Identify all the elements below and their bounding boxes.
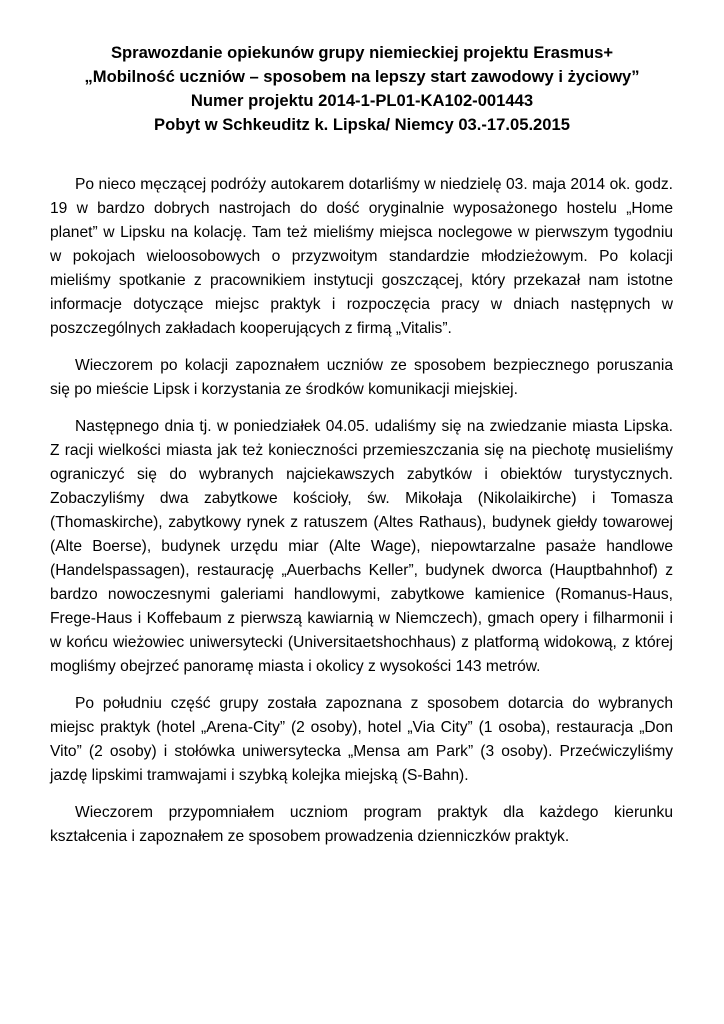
paragraph-program-review: Wieczorem przypomniałem uczniom program praktyk dla każdego kierunku kształcenia i zapoznałem ze sposobem prowadzenia dzienniczków praktyk. xyxy=(50,804,673,845)
paragraph-city-sightseeing: Następnego dnia tj. w poniedziałek 04.05. udaliśmy się na zwiedzanie miasta Lipska. Z racji wielkości miasta jak też konieczności przemieszczania się na piechotę musieliśmy ograniczyć się do wybranych najciekawszych zabytków i obiektów turystycznych. Zobaczyliśmy dwa zabytkowe kościoły, św. Mikołaja (Nikolaikirche) i Tomasza (Thomaskirche), zabytkowy rynek z ratuszem (Altes Rathaus), budynek giełdy towarowej (Alte Boerse), budynek urzędu miar (Alte Wage), niepowtarzalne pasaże handlowe (Handelspassagen), restaurację „Auerbachs Keller”, budynek dworca (Hauptbahnhof) z bardzo nowoczesnymi galeriami handlowymi, zabytkowe kamienice (Romanus-Haus, Frege-Haus i Koffebaum z pierwszą kawiarnią w Niemczech), gmach opery i filharmonii i w końcu wieżowiec uniwersytecki (Universitaetshochhaus) z platformą widokową, z której mogliśmy obejrzeć panoramę miasta i okolicy z wysokości 143 metrów. xyxy=(50,418,673,675)
title-line-stay-details: Pobyt w Schkeuditz k. Lipska/ Niemcy 03.-17.05.2015 xyxy=(154,115,570,134)
title-line-report-heading: Sprawozdanie opiekunów grupy niemieckiej projektu Erasmus+ xyxy=(110,43,614,62)
report-body xyxy=(50,173,673,862)
report-title xyxy=(48,41,676,137)
paragraph-arrival: Po nieco męczącej podróży autokarem dotarliśmy w niedzielę 03. maja 2014 ok. godz. 19 w bardzo dobrych nastrojach do dość oryginalnie wyposażonego hostelu „Home planet” w Lipsku na kolację. Tam też mieliśmy miejsca noclegowe w pierwszym tygodniu w pokojach wieloosobowych o przyzwoitym standardzie młodzieżowym. Po kolacji mieliśmy spotkanie z pracownikiem instytucji goszczącej, który przekazał nam istotne informacje dotyczące miejsc praktyk i rozpoczęcia pracy w dniach następnych w poszczególnych zakładach kooperujących z firmą „Vitalis”. xyxy=(50,176,673,337)
title-line-project-number: Numer projektu 2014-1-PL01-KA102-001443 xyxy=(190,91,534,110)
title-line-project-name: „Mobilność uczniów – sposobem na lepszy start zawodowy i życiowy” xyxy=(84,67,640,86)
paragraph-internship-locations: Po południu część grupy została zapoznana z sposobem dotarcia do wybranych miejsc praktyk (hotel „Arena-City” (2 osoby), hotel „Via City” (1 osoba), restauracja „Don Vito” (2 osoby) i stołówka uniwersytecka „Mensa am Park” (3 osoby). Przećwiczyliśmy jazdę lipskimi tramwajami i szybką kolejka miejską (S-Bahn). xyxy=(50,695,673,784)
paragraph-evening-briefing: Wieczorem po kolacji zapoznałem uczniów ze sposobem bezpiecznego poruszania się po mieście Lipsk i korzystania ze środków komunikacji miejskiej. xyxy=(50,357,673,398)
